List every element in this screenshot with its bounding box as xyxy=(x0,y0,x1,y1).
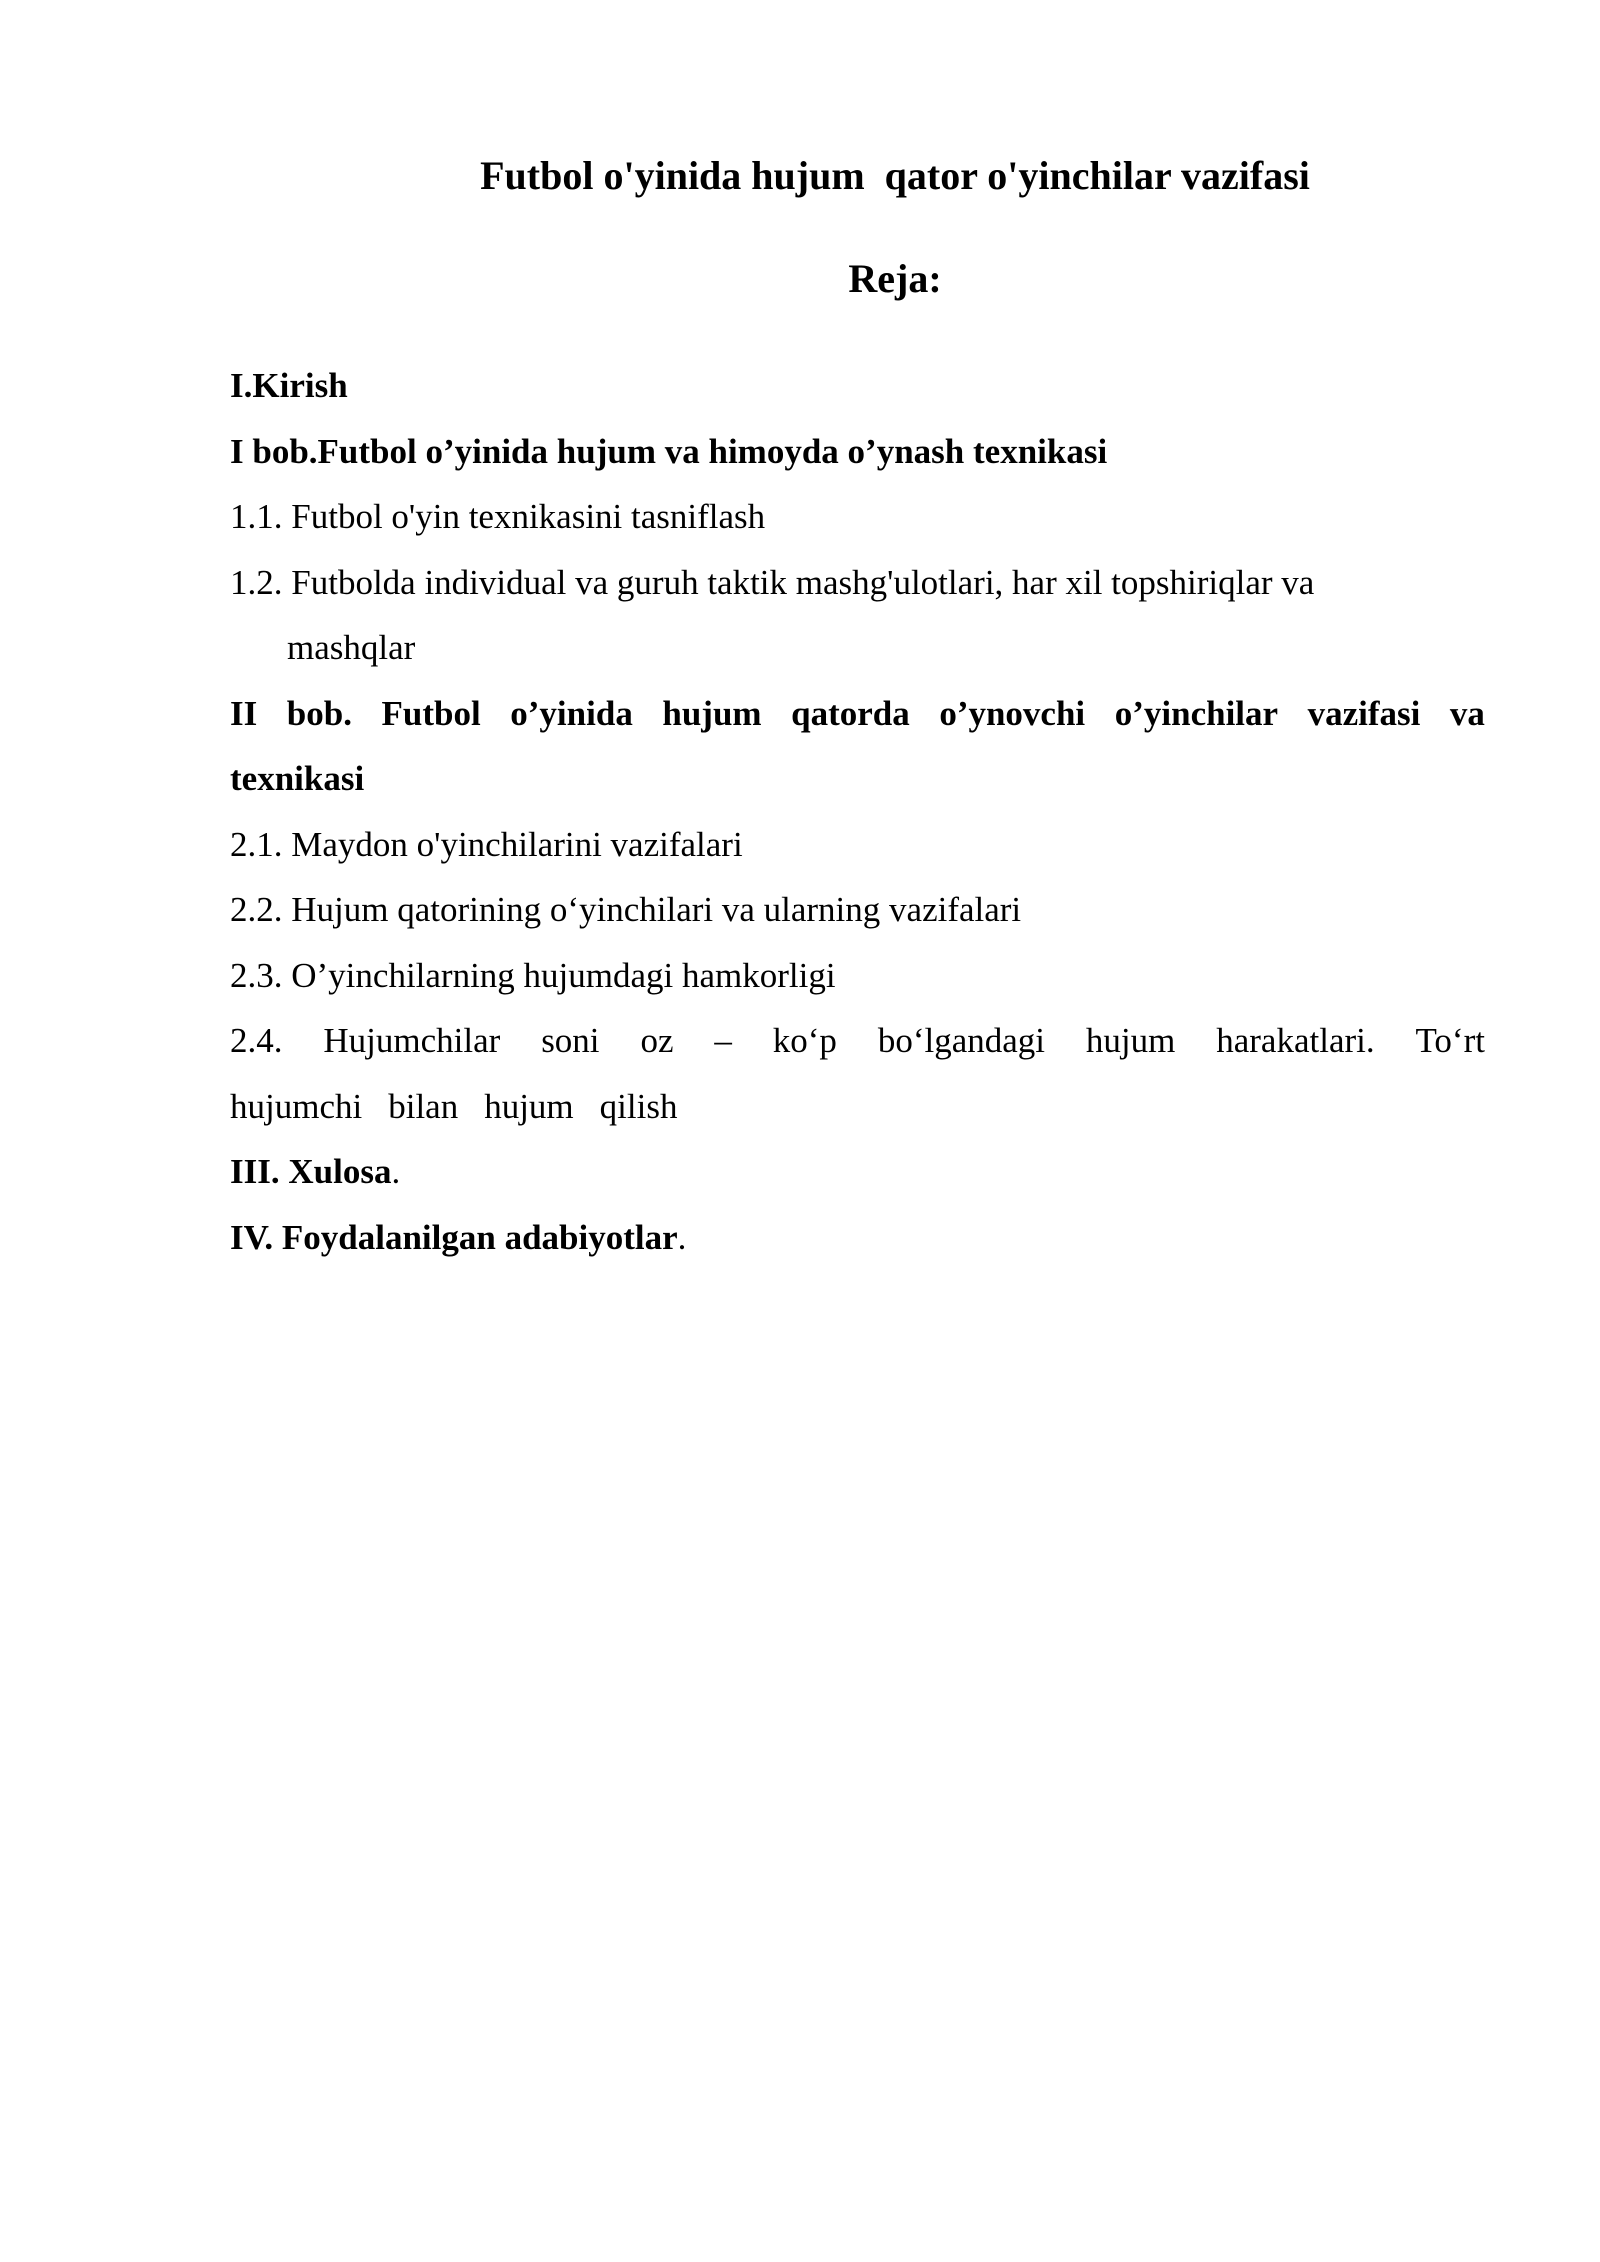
toc-section-2-4-word: Hujumchilar xyxy=(323,1021,501,1060)
toc-conclusion-label: III. Xulosa xyxy=(230,1152,392,1191)
toc-chapter-2-word: bob. xyxy=(286,693,352,733)
toc-section-1-2: 1.2. Futbolda individual va guruh taktik mashg'ulotlari, har xil topshiriqlar va xyxy=(230,562,1315,602)
toc-chapter-2-word: Futbol xyxy=(381,693,481,733)
toc-chapter-2-continued: texnikasi xyxy=(230,759,365,798)
toc-chapter-2-word: vazifasi xyxy=(1307,693,1421,733)
toc-conclusion-period: . xyxy=(391,1152,401,1191)
toc-section-2-4-word: harakatlari. xyxy=(1216,1021,1375,1060)
toc-section-2-4-word: 2.4. xyxy=(230,1021,283,1060)
toc-references-period: . xyxy=(677,1217,687,1257)
toc-section-2-4-word: soni xyxy=(541,1021,600,1060)
toc-chapter-2 xyxy=(230,681,1485,747)
toc-section-2-4-continued xyxy=(230,1074,1485,1140)
plan-heading: Reja: xyxy=(848,256,942,301)
toc-chapter-2-word: o’yinida xyxy=(510,693,633,733)
toc-conclusion xyxy=(230,1139,1485,1205)
toc-chapter-2-word: va xyxy=(1449,693,1485,733)
toc-chapter-2-word: hujum xyxy=(662,693,762,733)
toc-section-2-4-word: ko‘p xyxy=(772,1021,837,1060)
toc-chapter-1: I bob.Futbol o’yinida hujum va himoyda o’ynash texnikasi xyxy=(230,431,1108,471)
toc-chapter-2-word: qatorda xyxy=(791,693,910,733)
table-of-contents xyxy=(230,353,1485,1270)
toc-section-2-3: 2.3. O’yinchilarning hujumdagi hamkorligi xyxy=(230,955,836,995)
toc-section-2-4-word: qilish xyxy=(599,1086,678,1126)
toc-section-2-1: 2.1. Maydon o'yinchilarini vazifalari xyxy=(230,824,743,864)
toc-section-2-4-word: hujumchi xyxy=(230,1086,363,1126)
toc-section-1-1: 1.1. Futbol o'yin texnikasini tasniflash xyxy=(230,497,766,536)
toc-chapter-2-word: o’ynovchi xyxy=(939,693,1086,733)
toc-section-2-4-word: To‘rt xyxy=(1415,1021,1485,1060)
toc-section-2-2: 2.2. Hujum qatorining o‘yinchilari va ularning vazifalari xyxy=(230,890,1022,929)
toc-chapter-2-word: II xyxy=(230,693,258,733)
toc-chapter-2-word: o’yinchilar xyxy=(1114,693,1279,733)
toc-section-2-4-word: bo‘lgandagi xyxy=(877,1021,1045,1060)
toc-introduction: I.Kirish xyxy=(230,366,348,405)
toc-section-1-2-continued: mashqlar xyxy=(287,628,416,667)
toc-section-2-4 xyxy=(230,1008,1485,1074)
toc-section-2-4-word: – xyxy=(714,1021,732,1060)
document-title: Futbol o'yinida hujum qator o'yinchilar vazifasi xyxy=(480,153,1310,198)
toc-references-label: IV. Foydalanilgan adabiyotlar xyxy=(230,1217,678,1257)
toc-section-2-4-word: oz xyxy=(640,1021,674,1060)
toc-section-2-4-word: bilan xyxy=(388,1086,459,1126)
toc-references xyxy=(230,1205,1485,1271)
toc-section-2-4-word: hujum xyxy=(484,1086,574,1126)
toc-section-2-4-word: hujum xyxy=(1085,1021,1176,1060)
